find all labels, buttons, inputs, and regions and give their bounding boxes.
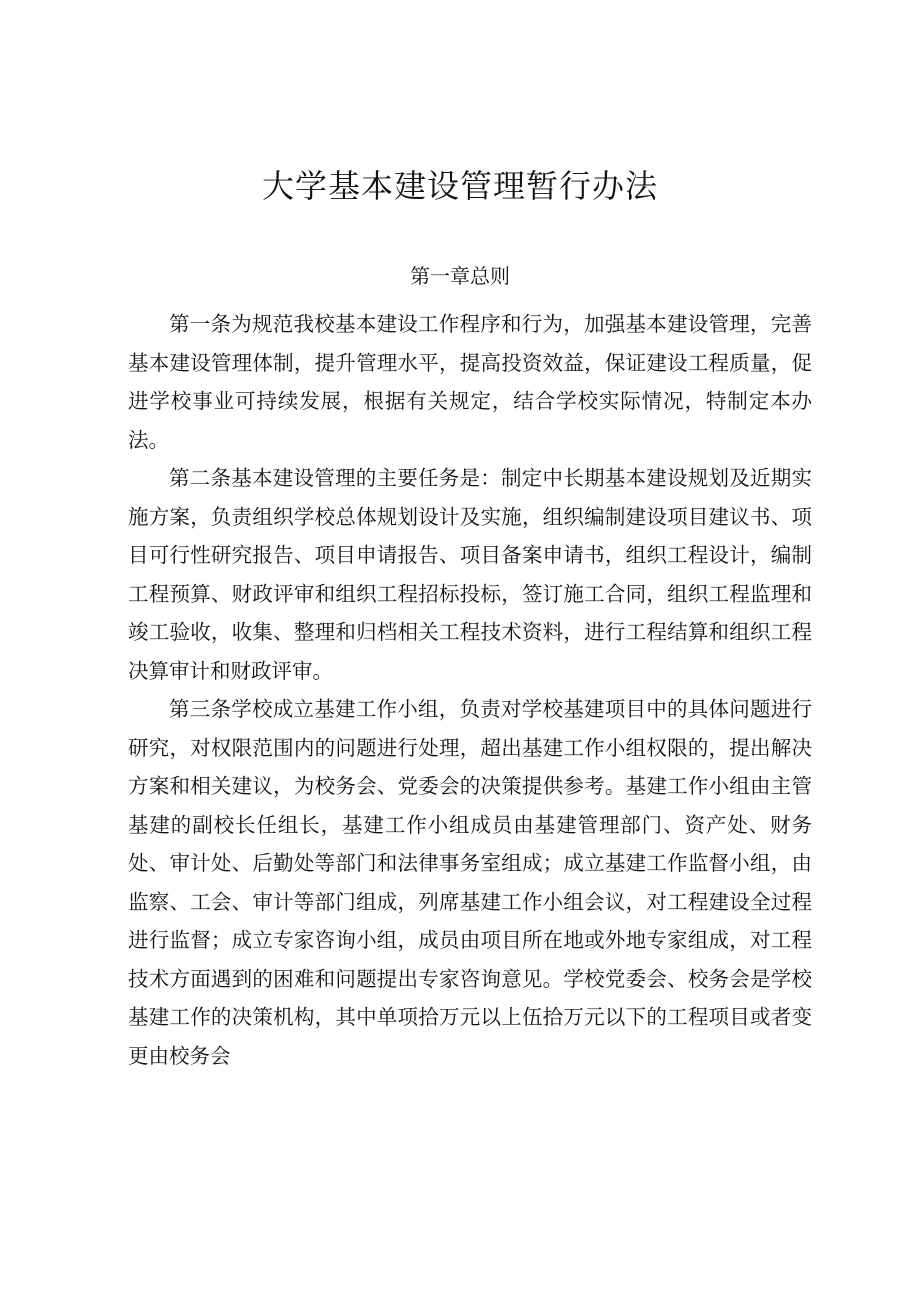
chapter-heading: 第一章总则	[410, 264, 510, 288]
article-3: 第三条学校成立基建工作小组，负责对学校基建项目中的具体问题进行研究，对权限范围内的问题进行处理，超出基建工作小组权限的，提出解决方案和相关建议，为校务会、党委会的决策提供参考。基建工作小组由主管基建的副校长任组长，基建工作小组成员由基建管理部门、资产处、财务处、审计处、后勤处等部门和法律事务室组成；成立基建工作监督小组，由监察、工会、审计等部门组成，列席基建工作小组会议，对工程建设全过程进行监督；成立专家咨询小组，成员由项目所在地或外地专家组成，对工程技术方面遇到的困难和问题提出专家咨询意见。学校党委会、校务会是学校基建工作的决策机构，其中单项拾万元以上伍拾万元以下的工程项目或者变更由校务会	[128, 697, 812, 1068]
document-title: 大学基本建设管理暂行办法	[261, 167, 658, 205]
document-body	[128, 305, 812, 1075]
article-1: 第一条为规范我校基本建设工作程序和行为，加强基本建设管理，完善基本建设管理体制，提升管理水平，提高投资效益，保证建设工程质量，促进学校事业可持续发展，根据有关规定，结合学校实际情况，特制定本办法。	[128, 312, 812, 452]
article-2: 第二条基本建设管理的主要任务是：制定中长期基本建设规划及近期实施方案，负责组织学校总体规划设计及实施，组织编制建设项目建议书、项目可行性研究报告、项目申请报告、项目备案申请书，组织工程设计，编制工程预算、财政评审和组织工程招标投标，签订施工合同，组织工程监理和竣工验收，收集、整理和归档相关工程技术资料，进行工程结算和组织工程决算审计和财政评审。	[128, 466, 812, 683]
